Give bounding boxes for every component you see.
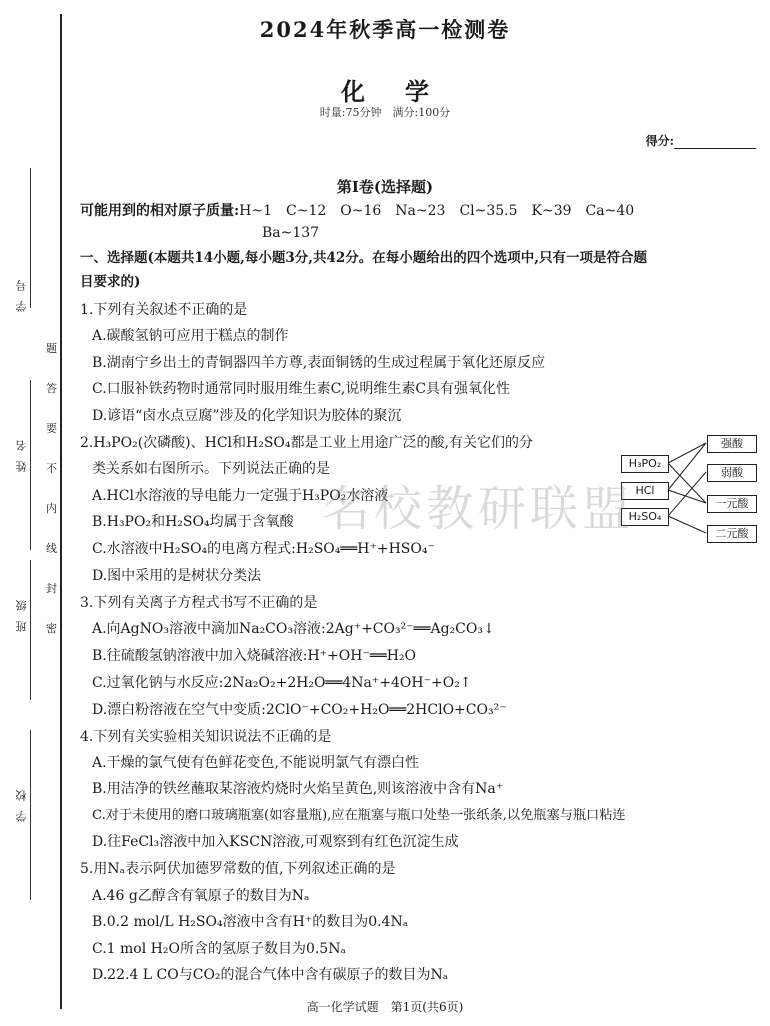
- part-title-cont: 目要求的): [80, 274, 141, 290]
- q3-option-b[interactable]: B.往硫酸氢钠溶液中加入烧碱溶液:H⁺+OH⁻══H₂O: [92, 648, 417, 664]
- q1-option-c[interactable]: C.口服补铁药物时通常同时服用维生素C,说明维生素C具有强氧化性: [92, 381, 511, 397]
- diagram-link: [668, 516, 706, 533]
- q4-option-c[interactable]: C.对于未使用的磨口玻璃瓶塞(如容量瓶),应在瓶塞与瓶口处垫一张纸条,以免瓶塞与瓶口粘连: [92, 808, 626, 823]
- student-no-label: 学号: [15, 270, 28, 312]
- exam-title: 2024年秋季高一检测卷: [259, 17, 511, 42]
- seal-char: 答: [46, 382, 57, 395]
- q5-stem: 5.用Nₐ表示阿伏加德罗常数的值,下列叙述正确的是: [80, 861, 396, 877]
- q1-stem: 1.下列有关叙述不正确的是: [80, 302, 248, 318]
- q2-stem: 2.H₃PO₂(次磷酸)、HCl和H₂SO₄都是工业上用途广泛的酸,有关它们的分: [80, 435, 533, 451]
- score-label: 得分:: [645, 134, 674, 148]
- q4-option-a[interactable]: A.干燥的氯气使有色鲜花变色,不能说明氯气有漂白性: [92, 755, 420, 771]
- q3-stem: 3.下列有关离子方程式书写不正确的是: [80, 595, 318, 611]
- q2-option-d[interactable]: D.图中采用的是树状分类法: [92, 568, 262, 584]
- q2-stem-cont: 类关系如右图所示。下列说法正确的是: [92, 461, 330, 477]
- atomic-mass-values-2: Ba~137: [262, 225, 320, 241]
- seal-char: 密: [46, 622, 57, 635]
- diagram-node-weak-acid: 弱酸: [707, 464, 757, 482]
- seal-char: 内: [46, 502, 57, 515]
- name-blank[interactable]: [30, 380, 31, 550]
- diagram-node-h3po2: H₃PO₂: [621, 455, 669, 473]
- q5-option-c[interactable]: C.1 mol H₂O所含的氢原子数目为0.5Nₐ: [92, 941, 346, 957]
- score-field[interactable]: [646, 132, 756, 149]
- q2-option-c[interactable]: C.水溶液中H₂SO₄的电离方程式:H₂SO₄══H⁺+HSO₄⁻: [92, 541, 435, 557]
- atomic-mass-label: 可能用到的相对原子质量:: [80, 203, 240, 219]
- class-blank[interactable]: [30, 560, 31, 700]
- atomic-mass-line: [80, 202, 634, 220]
- diagram-link: [668, 443, 706, 463]
- section-title: 第Ⅰ卷(选择题): [336, 178, 434, 196]
- seal-char: 要: [46, 422, 57, 435]
- class-label: 班级: [15, 590, 28, 632]
- diagram-node-monoprotic: 一元酸: [707, 495, 757, 513]
- diagram-node-strong-acid: 强酸: [707, 435, 757, 453]
- page-footer: 高一化学试题 第1页(共6页): [306, 1000, 464, 1014]
- diagram-node-diprotic: 二元酸: [707, 525, 757, 543]
- seal-char: 封: [46, 582, 57, 595]
- q5-option-a[interactable]: A.46 g乙醇含有氧原子的数目为Nₐ: [92, 888, 310, 904]
- school-label: 学校: [15, 780, 28, 822]
- school-blank[interactable]: [30, 730, 31, 900]
- q1-option-b[interactable]: B.湖南宁乡出土的青铜器四羊方尊,表面铜锈的生成过程属于氧化还原反应: [92, 355, 546, 371]
- diagram-link: [668, 472, 706, 516]
- watermark: 名校教研联盟: [322, 481, 635, 537]
- score-blank[interactable]: [674, 136, 756, 149]
- q5-option-d[interactable]: D.22.4 L CO与CO₂的混合气体中含有碳原子的数目为Nₐ: [92, 967, 449, 983]
- diagram-node-hcl: HCl: [621, 482, 669, 500]
- q1-option-a[interactable]: A.碳酸氢钠可应用于糕点的制作: [92, 328, 289, 344]
- q4-option-d[interactable]: D.往FeCl₃溶液中加入KSCN溶液,可观察到有红色沉淀生成: [92, 834, 459, 850]
- q4-stem: 4.下列有关实验相关知识说法不正确的是: [80, 729, 332, 745]
- q3-option-d[interactable]: D.漂白粉溶液在空气中变质:2ClO⁻+CO₂+H₂O══2HClO+CO₃²⁻: [92, 702, 507, 718]
- seal-char: 题: [46, 342, 57, 355]
- subject-title: 化学: [341, 77, 469, 106]
- q2-option-b[interactable]: B.H₃PO₂和H₂SO₄均属于含氧酸: [92, 514, 294, 530]
- seal-char: 线: [46, 542, 57, 555]
- seal-char: 不: [46, 462, 57, 475]
- q5-option-b[interactable]: B.0.2 mol/L H₂SO₄溶液中含有H⁺的数目为0.4Nₐ: [92, 914, 409, 930]
- name-label: 姓名: [15, 430, 28, 472]
- diagram-node-h2so4: H₂SO₄: [621, 508, 669, 526]
- q2-option-a[interactable]: A.HCl水溶液的导电能力一定强于H₃PO₂水溶液: [92, 488, 389, 504]
- q1-option-d[interactable]: D.谚语“卤水点豆腐”涉及的化学知识为胶体的聚沉: [92, 408, 402, 424]
- q3-option-c[interactable]: C.过氧化钠与水反应:2Na₂O₂+2H₂O══4Na⁺+4OH⁻+O₂↑: [92, 675, 472, 691]
- q4-option-b[interactable]: B.用洁净的铁丝蘸取某溶液灼烧时火焰呈黄色,则该溶液中含有Na⁺: [92, 781, 504, 797]
- exam-meta: 时量:75分钟 满分:100分: [319, 106, 451, 119]
- atomic-mass-values: H~1 C~12 O~16 Na~23 Cl~35.5 K~39 Ca~40: [239, 203, 635, 219]
- part-title: 一、选择题(本题共14小题,每小题3分,共42分。在每小题给出的四个选项中,只有一项是符合题: [80, 250, 647, 266]
- q3-option-a[interactable]: A.向AgNO₃溶液中滴加Na₂CO₃溶液:2Ag⁺+CO₃²⁻══Ag₂CO₃↓: [92, 621, 495, 637]
- binding-line: [60, 14, 62, 1009]
